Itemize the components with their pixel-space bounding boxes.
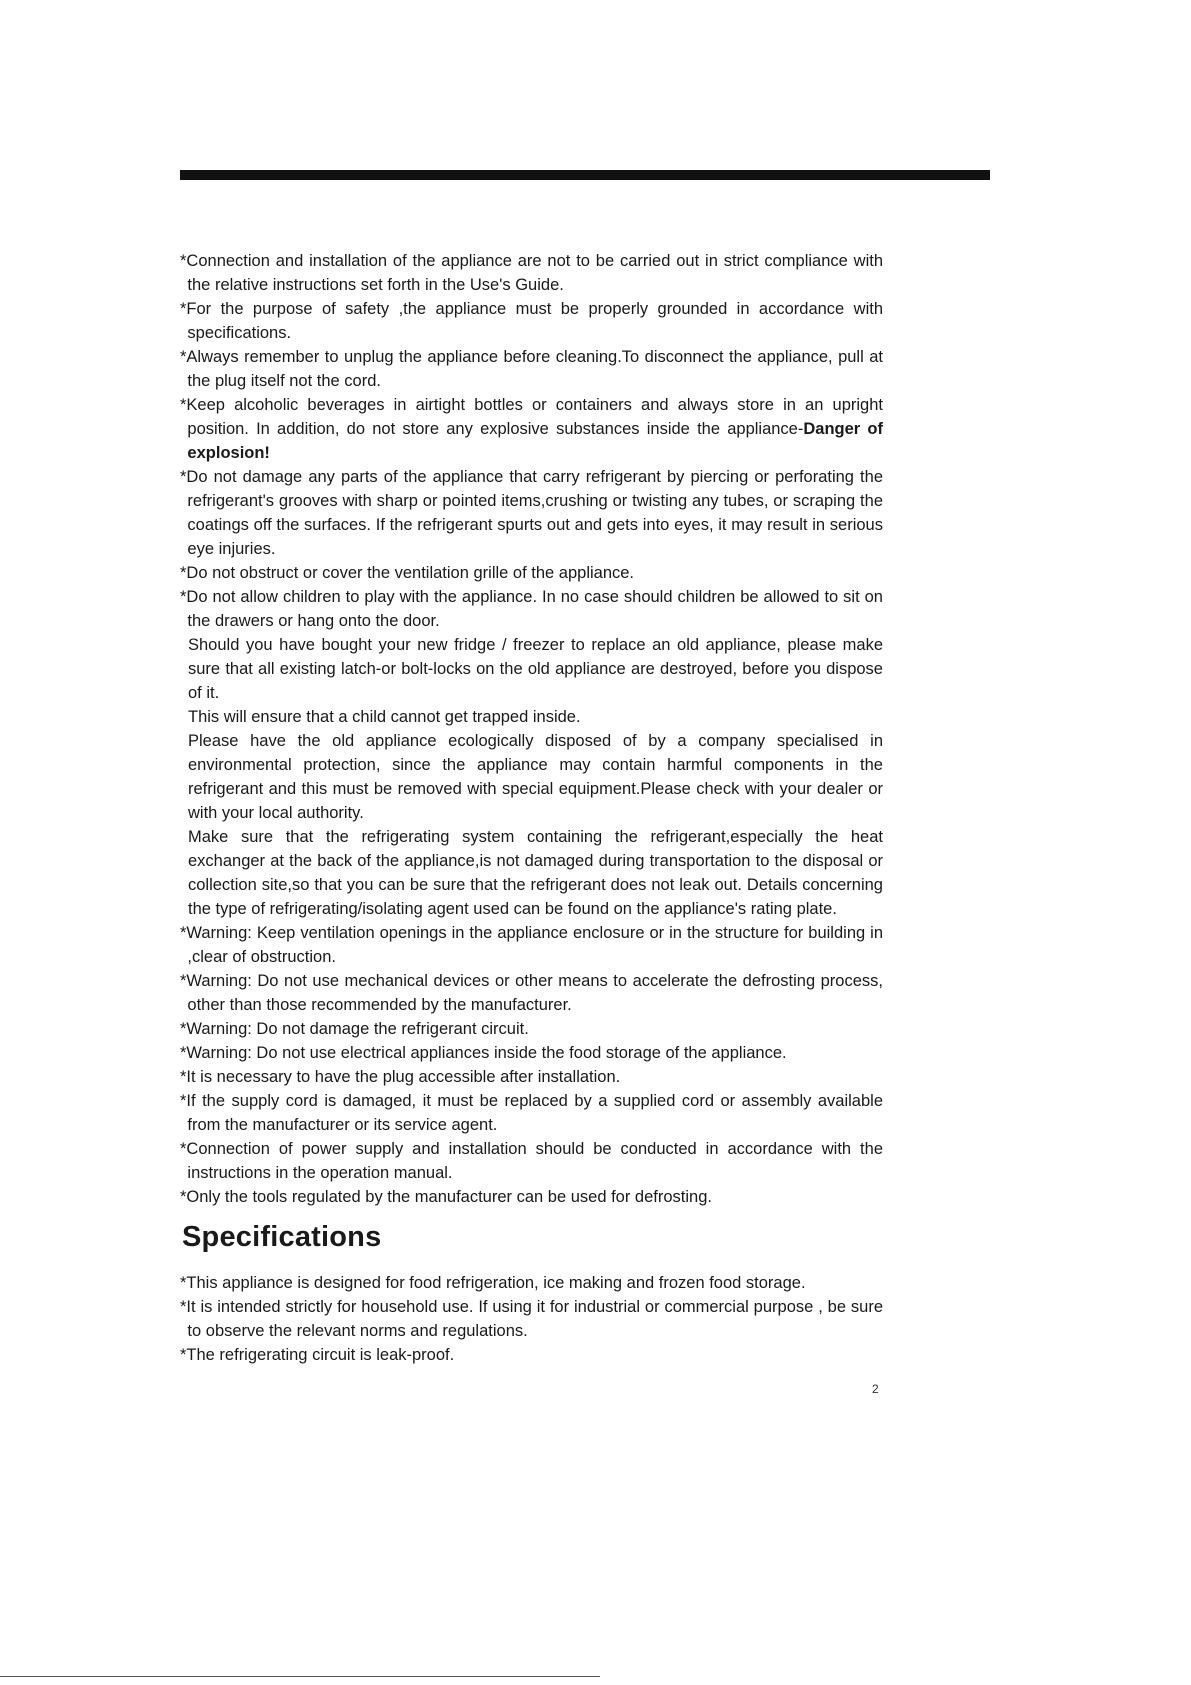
warning-text: *Do not damage any parts of the appliance that carry refrigerant by piercing or perforating the refrigerant's grooves with sharp or pointed items,crushing or twisting any tubes, or scraping the coatings off the surfaces. If the refrigerant spurts out and gets into eyes, it may result in serious eye injuries. [180,468,883,558]
warning-paragraph [180,297,883,345]
warning-paragraph [180,1185,883,1209]
warning-paragraph [180,249,883,297]
warning-text: *Do not obstruct or cover the ventilation grille of the appliance. [180,564,635,582]
warning-paragraph [180,1017,883,1041]
bottom-rule [0,1676,600,1677]
warning-paragraph [180,561,883,585]
warning-paragraph [180,393,883,465]
warning-paragraph [180,465,883,561]
warning-text: *Warning: Do not use electrical appliances inside the food storage of the appliance. [180,1044,787,1062]
specification-item: *It is intended strictly for household use. If using it for industrial or commercial purpose , be sure to observe the relevant norms and regulations. [180,1298,883,1340]
warning-paragraph [180,585,883,633]
warning-paragraph [180,633,883,705]
warning-text: *Connection and installation of the appliance are not to be carried out in strict compliance with the relative instructions set forth in the Use's Guide. [180,252,883,294]
warning-text: *It is necessary to have the plug accessible after installation. [180,1068,621,1086]
warning-text: *Warning: Do not damage the refrigerant circuit. [180,1020,529,1038]
warning-text: *Only the tools regulated by the manufacturer can be used for defrosting. [180,1188,712,1206]
specifications-list [180,1271,883,1367]
safety-warnings [180,249,883,1209]
warning-text: *Connection of power supply and installation should be conducted in accordance with the instructions in the operation manual. [180,1140,883,1182]
warning-paragraph [180,1137,883,1185]
top-rule [180,170,990,180]
warning-paragraph [180,969,883,1017]
warning-text: *For the purpose of safety ,the appliance must be properly grounded in accordance with specifications. [180,300,883,342]
warning-text: *Keep alcoholic beverages in airtight bottles or containers and always store in an upright position. In addition, do not store any explosive substances inside the appliance- [180,396,883,438]
warning-text: This will ensure that a child cannot get trapped inside. [188,708,581,726]
warning-text: *Always remember to unplug the appliance before cleaning.To disconnect the appliance, pull at the plug itself not the cord. [180,348,883,390]
specification-item: *The refrigerating circuit is leak-proof. [180,1346,455,1364]
page-number: 2 [872,1382,879,1396]
warning-text: Please have the old appliance ecologically disposed of by a company specialised in environmental protection, since the appliance may contain harmful components in the refrigerant and this must be removed with special equipment.Please check with your dealer or with your local authority. [188,732,883,822]
warning-paragraph [180,1041,883,1065]
specifications-heading: Specifications [182,1221,382,1253]
warning-paragraph [180,825,883,921]
warning-text: *Do not allow children to play with the appliance. In no case should children be allowed to sit on the drawers or hang onto the door. [180,588,883,630]
warning-text: *If the supply cord is damaged, it must be replaced by a supplied cord or assembly available from the manufacturer or its service agent. [180,1092,883,1134]
warning-paragraph [180,345,883,393]
warning-paragraph [180,1065,883,1089]
warning-text: Should you have bought your new fridge / freezer to replace an old appliance, please make sure that all existing latch-or bolt-locks on the old appliance are destroyed, before you dispose of it. [188,636,883,702]
warning-paragraph [180,705,883,729]
warning-paragraph [180,1089,883,1137]
danger-of-explosion-label: Danger of explosion! [187,420,883,462]
manual-page-content [180,249,883,1367]
warning-paragraph [180,921,883,969]
warning-paragraph [180,729,883,825]
warning-text: *Warning: Do not use mechanical devices or other means to accelerate the defrosting process, other than those recommended by the manufacturer. [180,972,883,1014]
warning-text: *Warning: Keep ventilation openings in the appliance enclosure or in the structure for building in ,clear of obstruction. [180,924,883,966]
warning-text: Make sure that the refrigerating system containing the refrigerant,especially the heat exchanger at the back of the appliance,is not damaged during transportation to the disposal or collection site,so that you can be sure that the refrigerant does not leak out. Details concerning the type of refrigerating/isolating agent used can be found on the appliance's rating plate. [188,828,883,918]
specification-item: *This appliance is designed for food refrigeration, ice making and frozen food storage. [180,1274,806,1292]
